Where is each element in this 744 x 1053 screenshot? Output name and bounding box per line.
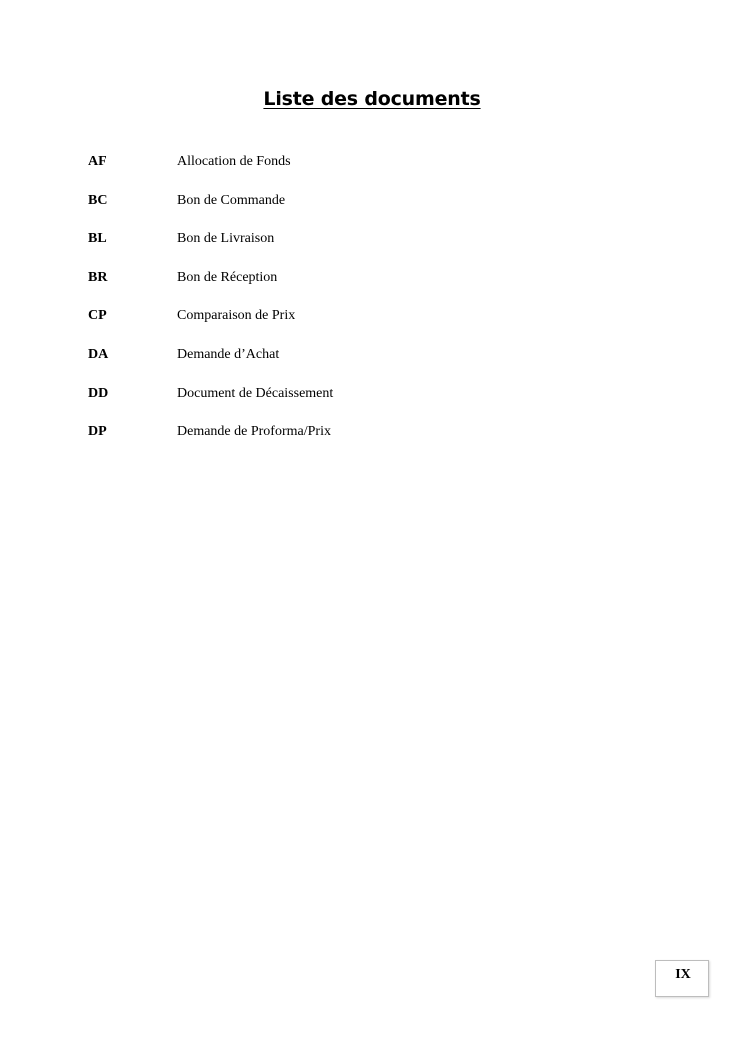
document-code: BR (88, 269, 108, 285)
page-number-box (655, 960, 709, 997)
document-label: Bon de Commande (177, 192, 286, 208)
document-code: DP (88, 424, 107, 440)
list-item (88, 150, 648, 189)
document-code: BC (88, 192, 108, 208)
page-number: IX (675, 967, 691, 982)
document-code: DA (88, 346, 109, 362)
list-item (88, 227, 648, 266)
document-code: AF (88, 154, 107, 169)
document-label: Document de Décaissement (177, 385, 334, 401)
document-code: BL (88, 231, 107, 247)
list-item (88, 343, 648, 382)
document-code: DD (88, 385, 109, 401)
list-item (88, 420, 648, 459)
document-list (88, 150, 648, 459)
list-item (88, 382, 648, 421)
list-item (88, 304, 648, 343)
document-label: Bon de Livraison (177, 231, 275, 247)
list-item (88, 266, 648, 305)
document-label: Demande de Proforma/Prix (177, 424, 331, 440)
list-item (88, 189, 648, 228)
document-label: Comparaison de Prix (177, 308, 296, 324)
document-label: Bon de Réception (177, 269, 278, 285)
document-code: CP (88, 308, 107, 324)
document-label: Allocation de Fonds (177, 154, 291, 169)
page-title: Liste des documents (263, 88, 481, 110)
document-label: Demande d’Achat (177, 346, 280, 362)
